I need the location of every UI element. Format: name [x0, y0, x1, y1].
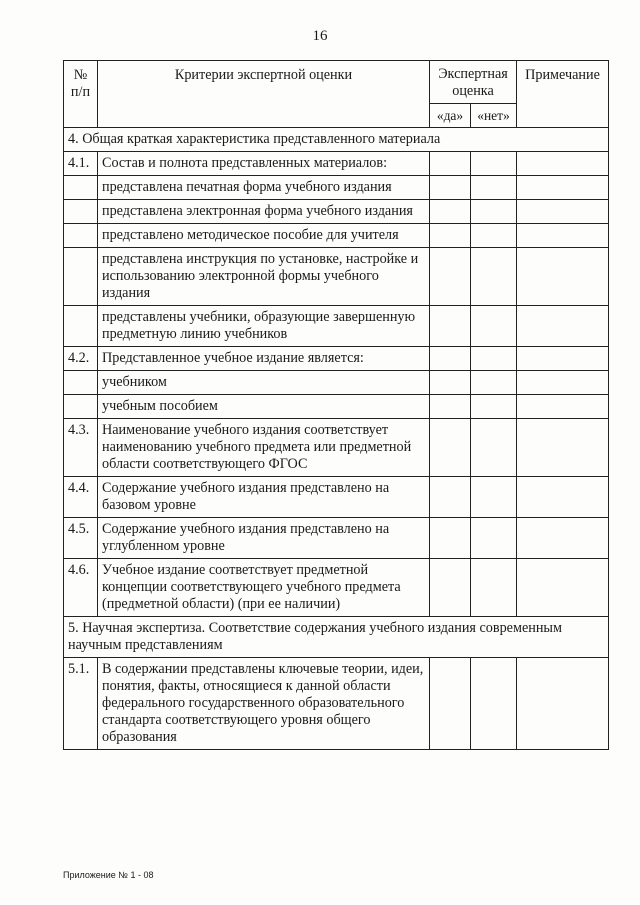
criterion-row — [64, 176, 609, 200]
criterion-row — [64, 200, 609, 224]
note-header: Примечание — [517, 61, 609, 128]
yes-cell[interactable] — [430, 306, 471, 347]
no-header: «нет» — [471, 104, 517, 128]
criteria-table — [63, 60, 609, 750]
note-cell[interactable] — [517, 559, 609, 617]
criterion-text: Состав и полнота представленных материалов: — [98, 152, 430, 176]
number-header: № п/п — [64, 61, 98, 128]
no-cell[interactable] — [471, 347, 517, 371]
criterion-number — [64, 176, 98, 200]
no-cell[interactable] — [471, 559, 517, 617]
yes-cell[interactable] — [430, 152, 471, 176]
no-cell[interactable] — [471, 200, 517, 224]
note-cell[interactable] — [517, 658, 609, 750]
criterion-row — [64, 518, 609, 559]
criterion-text: Содержание учебного издания представлено на углубленном уровне — [98, 518, 430, 559]
yes-cell[interactable] — [430, 477, 471, 518]
criterion-row — [64, 658, 609, 750]
yes-cell[interactable] — [430, 658, 471, 750]
note-cell[interactable] — [517, 306, 609, 347]
criterion-number: 4.6. — [64, 559, 98, 617]
criterion-row — [64, 306, 609, 347]
note-cell[interactable] — [517, 347, 609, 371]
criterion-text: Представленное учебное издание является: — [98, 347, 430, 371]
criterion-number: 5.1. — [64, 658, 98, 750]
criterion-number: 4.2. — [64, 347, 98, 371]
yes-cell[interactable] — [430, 419, 471, 477]
criterion-number — [64, 224, 98, 248]
yes-cell[interactable] — [430, 559, 471, 617]
criterion-row — [64, 395, 609, 419]
no-cell[interactable] — [471, 224, 517, 248]
criterion-number — [64, 200, 98, 224]
note-cell[interactable] — [517, 395, 609, 419]
note-cell[interactable] — [517, 152, 609, 176]
note-cell[interactable] — [517, 248, 609, 306]
criterion-row — [64, 347, 609, 371]
note-cell[interactable] — [517, 176, 609, 200]
no-cell[interactable] — [471, 176, 517, 200]
criterion-text: представлена электронная форма учебного издания — [98, 200, 430, 224]
no-cell[interactable] — [471, 518, 517, 559]
criterion-text: представлена печатная форма учебного издания — [98, 176, 430, 200]
yes-cell[interactable] — [430, 200, 471, 224]
yes-cell[interactable] — [430, 176, 471, 200]
criterion-text: Учебное издание соответствует предметной концепции соответствующего учебного предмета (предметной области) (при ее наличии) — [98, 559, 430, 617]
criterion-number: 4.3. — [64, 419, 98, 477]
criterion-row — [64, 371, 609, 395]
section-4-heading: 4. Общая краткая характеристика представленного материала — [64, 128, 609, 152]
appendix-footer: Приложение № 1 - 08 — [63, 870, 154, 880]
criterion-number — [64, 395, 98, 419]
no-cell[interactable] — [471, 658, 517, 750]
criterion-text: учебником — [98, 371, 430, 395]
no-cell[interactable] — [471, 306, 517, 347]
criterion-row — [64, 477, 609, 518]
note-cell[interactable] — [517, 419, 609, 477]
criterion-row — [64, 559, 609, 617]
yes-cell[interactable] — [430, 224, 471, 248]
page-number: 16 — [312, 28, 328, 44]
criterion-row — [64, 224, 609, 248]
yes-cell[interactable] — [430, 395, 471, 419]
criterion-number: 4.4. — [64, 477, 98, 518]
expert-evaluation-header: Экспертная оценка — [430, 61, 517, 104]
criterion-text: В содержании представлены ключевые теории, идеи, понятия, факты, относящиеся к данной области федерального государственного образовательного стандарта соответствующего уровня общего образования — [98, 658, 430, 750]
no-cell[interactable] — [471, 152, 517, 176]
note-cell[interactable] — [517, 371, 609, 395]
criterion-text: учебным пособием — [98, 395, 430, 419]
criterion-row — [64, 419, 609, 477]
note-cell[interactable] — [517, 477, 609, 518]
note-cell[interactable] — [517, 518, 609, 559]
no-cell[interactable] — [471, 395, 517, 419]
criterion-text: представлена инструкция по установке, настройке и использованию электронной формы учебного издания — [98, 248, 430, 306]
criterion-number: 4.5. — [64, 518, 98, 559]
note-cell[interactable] — [517, 200, 609, 224]
yes-cell[interactable] — [430, 248, 471, 306]
section-5-heading: 5. Научная экспертиза. Соответствие содержания учебного издания современным научным представлениям — [64, 617, 609, 658]
criterion-row — [64, 152, 609, 176]
no-cell[interactable] — [471, 371, 517, 395]
criterion-number: 4.1. — [64, 152, 98, 176]
yes-cell[interactable] — [430, 518, 471, 559]
criterion-row — [64, 248, 609, 306]
yes-header: «да» — [430, 104, 471, 128]
no-cell[interactable] — [471, 477, 517, 518]
note-cell[interactable] — [517, 224, 609, 248]
criterion-number — [64, 248, 98, 306]
criterion-text: представлено методическое пособие для учителя — [98, 224, 430, 248]
yes-cell[interactable] — [430, 347, 471, 371]
criterion-number — [64, 306, 98, 347]
yes-cell[interactable] — [430, 371, 471, 395]
criterion-text: Содержание учебного издания представлено на базовом уровне — [98, 477, 430, 518]
criterion-text: Наименование учебного издания соответствует наименованию учебного предмета или предметной области соответствующего ФГОС — [98, 419, 430, 477]
criterion-number — [64, 371, 98, 395]
criterion-text: представлены учебники, образующие завершенную предметную линию учебников — [98, 306, 430, 347]
criteria-header: Критерии экспертной оценки — [98, 61, 430, 128]
no-cell[interactable] — [471, 419, 517, 477]
no-cell[interactable] — [471, 248, 517, 306]
